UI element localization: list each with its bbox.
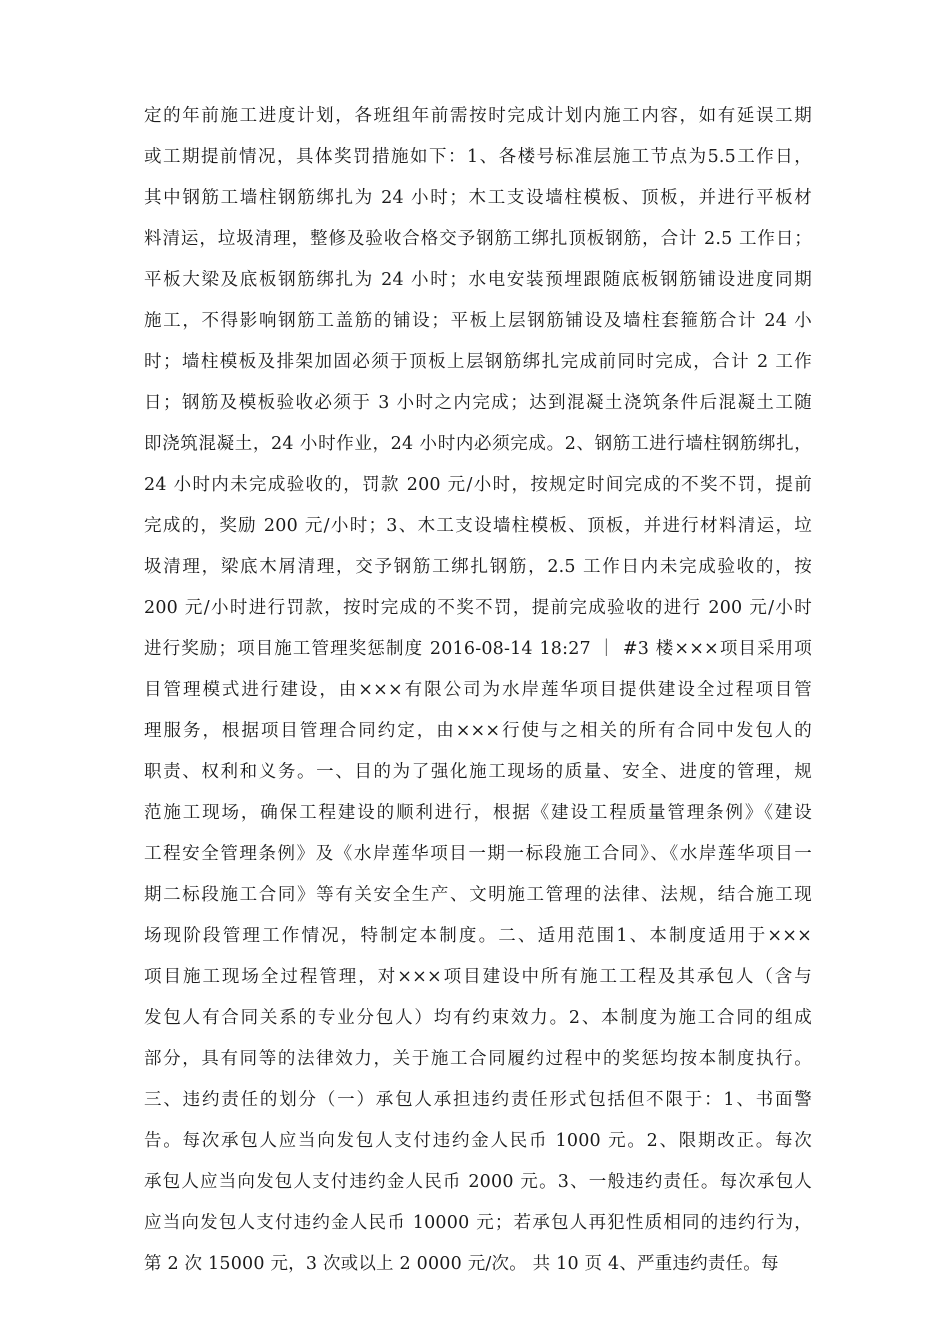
text-line: 目管理模式进行建设，由×××有限公司为水岸莲华项目提供建设全过程项目管 (144, 680, 812, 700)
document-body-text (144, 96, 812, 1285)
text-line: 圾清理，梁底木屑清理，交予钢筋工绑扎钢筋，2.5 工作日内未完成验收的，按 (144, 557, 812, 577)
text-line: 期二标段施工合同》等有关安全生产、文明施工管理的法律、法规，结合施工现 (144, 885, 812, 905)
text-line: 三、违约责任的划分（一）承包人承担违约责任形式包括但不限于：1、书面警 (144, 1090, 812, 1110)
text-line: 施工，不得影响钢筋工盖筋的铺设；平板上层钢筋铺设及墙柱套箍筋合计 24 小 (144, 311, 812, 331)
text-line: 料清运，垃圾清理，整修及验收合格交予钢筋工绑扎顶板钢筋，合计 2.5 工作日； (144, 229, 812, 249)
text-line: 日；钢筋及模板验收必须于 3 小时之内完成；达到混凝土浇筑条件后混凝土工随 (144, 393, 812, 413)
text-line: 承包人应当向发包人支付违约金人民币 2000 元。3、一般违约责任。每次承包人 (144, 1172, 812, 1192)
text-line: 应当向发包人支付违约金人民币 10000 元；若承包人再犯性质相同的违约行为， (144, 1213, 812, 1233)
text-line: 范施工现场，确保工程建设的顺利进行，根据《建设工程质量管理条例》《建设 (144, 803, 812, 823)
text-line: 24 小时内未完成验收的，罚款 200 元/小时，按规定时间完成的不奖不罚，提前 (144, 475, 812, 495)
text-line: 理服务，根据项目管理合同约定，由×××行使与之相关的所有合同中发包人的 (144, 721, 812, 741)
text-line: 告。每次承包人应当向发包人支付违约金人民币 1000 元。2、限期改正。每次 (144, 1131, 812, 1151)
text-line: 或工期提前情况，具体奖罚措施如下：1、各楼号标准层施工节点为5.5工作日， (144, 147, 812, 167)
text-line: 即浇筑混凝土，24 小时作业，24 小时内必须完成。2、钢筋工进行墙柱钢筋绑扎， (144, 434, 812, 454)
text-line: 场现阶段管理工作情况，特制定本制度。二、适用范围1、本制度适用于××× (144, 926, 812, 946)
text-line: 发包人有合同关系的专业分包人）均有约束效力。2、本制度为施工合同的组成 (144, 1008, 812, 1028)
text-line: 其中钢筋工墙柱钢筋绑扎为 24 小时；木工支设墙柱模板、顶板，并进行平板材 (144, 188, 812, 208)
text-line: 项目施工现场全过程管理，对×××项目建设中所有施工工程及其承包人（含与 (144, 967, 812, 987)
text-line: 定的年前施工进度计划，各班组年前需按时完成计划内施工内容，如有延误工期 (144, 106, 812, 126)
text-line: 职责、权利和义务。一、目的为了强化施工现场的质量、安全、进度的管理，规 (144, 762, 812, 782)
text-line: 工程安全管理条例》及《水岸莲华项目一期一标段施工合同》、《水岸莲华项目一 (144, 844, 812, 864)
text-line: 完成的，奖励 200 元/小时；3、木工支设墙柱模板、顶板，并进行材料清运，垃 (144, 516, 812, 536)
text-line: 第 2 次 15000 元，3 次或以上 2 0000 元/次。 共 10 页 4、严重违约责任。每 (144, 1254, 779, 1274)
text-line: 200 元/小时进行罚款，按时完成的不奖不罚，提前完成验收的进行 200 元/小时 (144, 598, 812, 618)
text-line: 进行奖励；项目施工管理奖惩制度 2016-08-14 18:27 ｜ #3 楼×××项目采用项 (144, 639, 812, 659)
text-line: 平板大梁及底板钢筋绑扎为 24 小时；水电安装预埋跟随底板钢筋铺设进度同期 (144, 270, 812, 290)
text-line: 时；墙柱模板及排架加固必须于顶板上层钢筋绑扎完成前同时完成，合计 2 工作 (144, 352, 812, 372)
text-line: 部分，具有同等的法律效力，关于施工合同履约过程中的奖惩均按本制度执行。 (144, 1049, 812, 1069)
